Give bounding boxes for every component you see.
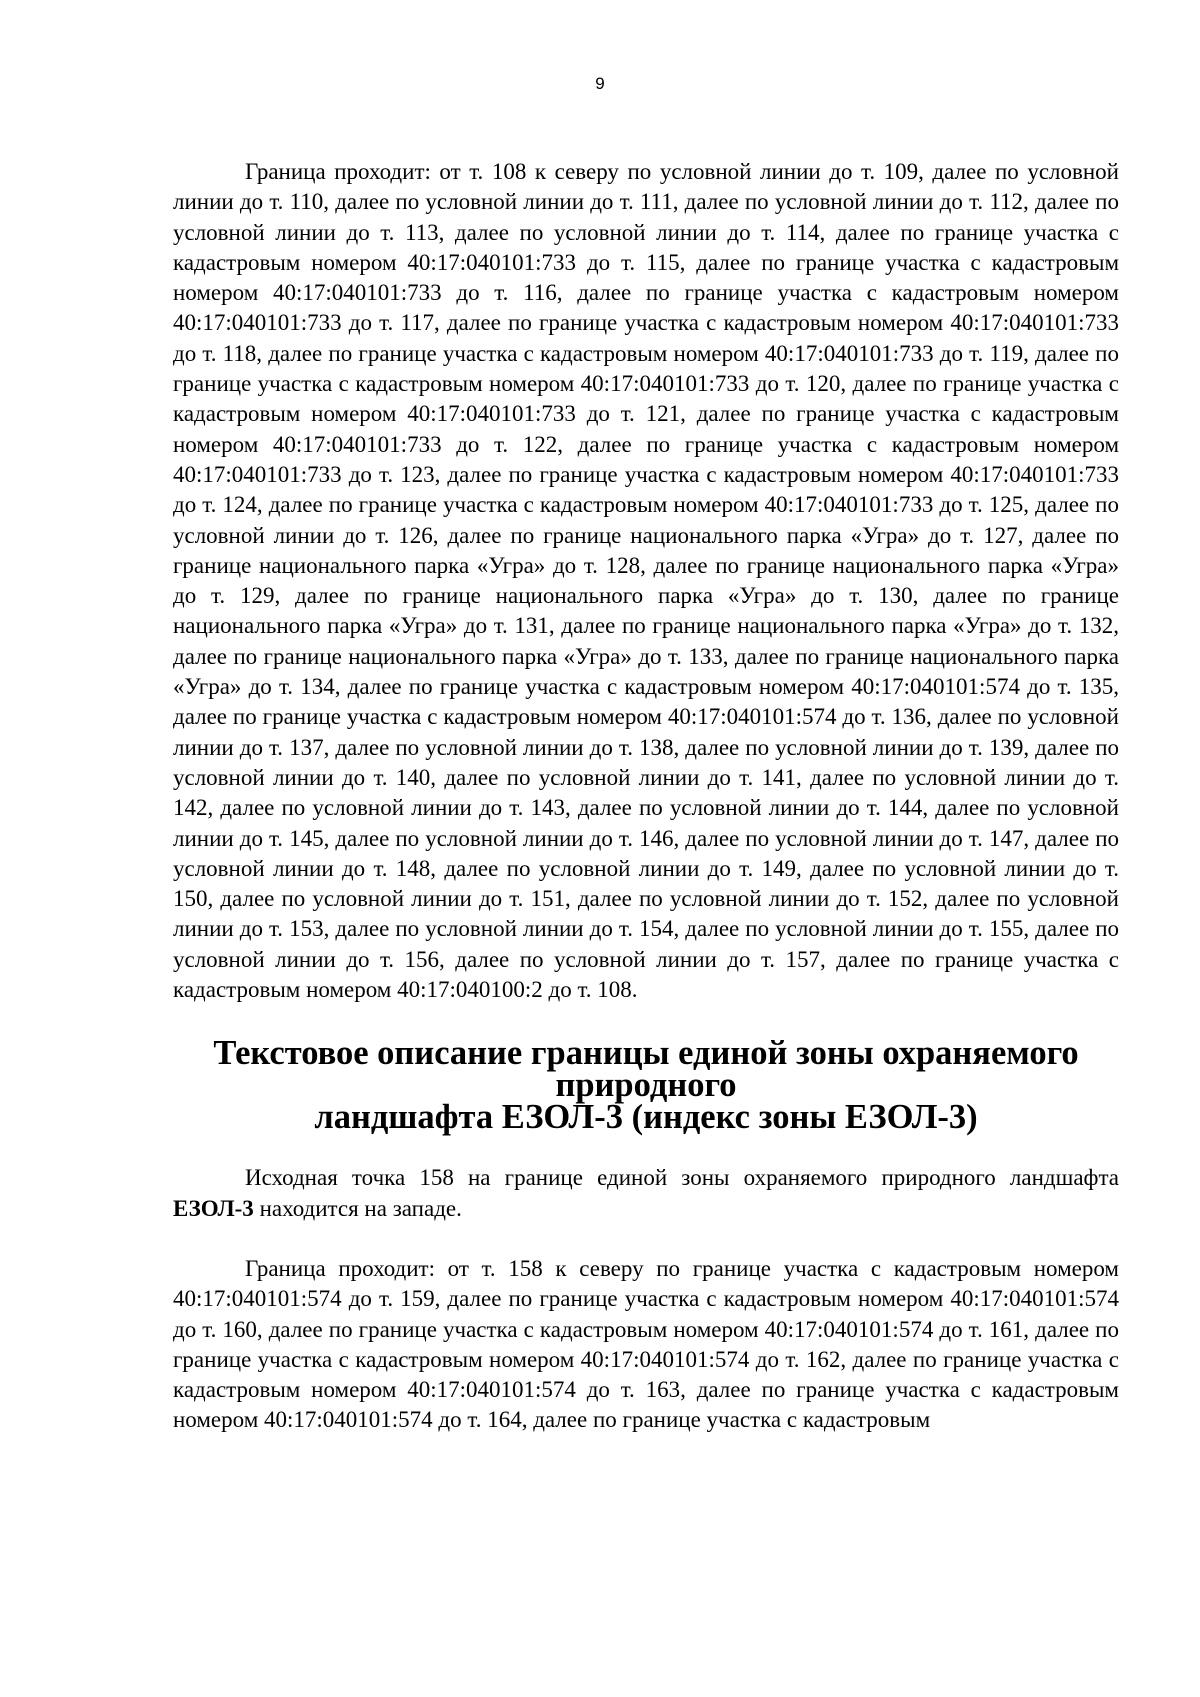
section-heading-line-1: Текстовое описание границы единой зоны охраняемого природного — [213, 1034, 1079, 1105]
starting-point-paragraph — [173, 1163, 1119, 1224]
section-heading-line-2: ландшафта ЕЗОЛ-3 (индекс зоны ЕЗОЛ-3) — [314, 1098, 978, 1137]
starting-point-text-before: Исходная точка 158 на границе единой зоны охраняемого природного ландшафта — [245, 1165, 1119, 1191]
page-number: 9 — [595, 74, 605, 93]
boundary-description-ezol-3: Граница проходит: от т. 158 к северу по границе участка с кадастровым номером 40:17:040101:574 до т. 159, далее по границе участка с кадастровым номером 40:17:040101:574 до т. 160, далее по границе участка с кадастровым номером 40:17:040101:574 до т. 161, далее по границе участка с кадастровым номером 40:17:040101:574 до т. 162, далее по границе участка с кадастровым номером 40:17:040101:574 до т. 163, далее по границе участка с кадастровым номером 40:17:040101:574 до т. 164, далее по границе участка с кадастровым — [173, 1255, 1119, 1433]
document-body — [173, 157, 1119, 1436]
boundary-description-ezol-2-end: Граница проходит: от т. 108 к северу по условной линии до т. 109, далее по условной линии до т. 110, далее по условной линии до т. 111, далее по условной линии до т. 112, далее по условной линии до т. 113, далее по условной линии до т. 114, далее по границе участка с кадастровым номером 40:17:040101:733 до т. 115, далее по границе участка с кадастровым номером 40:17:040101:733 до т. 116, далее по границе участка с кадастровым номером 40:17:040101:733 до т. 117, далее по границе участка с кадастровым номером 40:17:040101:733 до т. 118, далее по границе участка с кадастровым номером 40:17:040101:733 до т. 119, далее по границе участка с кадастровым номером 40:17:040101:733 до т. 120, далее по границе участка с кадастровым номером 40:17:040101:733 до т. 121, далее по границе участка с кадастровым номером 40:17:040101:733 до т. 122, далее по границе участка с кадастровым номером 40:17:040101:733 до т. 123, далее по границе участка с кадастровым номером 40:17:040101:733 до т. 124, далее по границе участка с кадастровым номером 40:17:040101:733 до т. 125, далее по условной линии до т. 126, далее по границе национального парка «Угра» до т. 127, далее по границе национального парка «Угра» до т. 128, далее по границе национального парка «Угра» до т. 129, далее по границе национального парка «Угра» до т. 130, далее по границе национального парка «Угра» до т. 131, далее по границе национального парка «Угра» до т. 132, далее по границе национального парка «Угра» до т. 133, далее по границе национального парка «Угра» до т. 134, далее по границе участка с кадастровым номером 40:17:040101:574 до т. 135, далее по границе участка с кадастровым номером 40:17:040101:574 до т. 136, далее по условной линии до т. 137, далее по условной линии до т. 138, далее по условной линии до т. 139, далее по условной линии до т. 140, далее по условной линии до т. 141, далее по условной линии до т. 142, далее по условной линии до т. 143, далее по условной линии до т. 144, далее по условной линии до т. 145, далее по условной линии до т. 146, далее по условной линии до т. 147, далее по условной линии до т. 148, далее по условной линии до т. 149, далее по условной линии до т. 150, далее по условной линии до т. 151, далее по условной линии до т. 152, далее по условной линии до т. 153, далее по условной линии до т. 154, далее по условной линии до т. 155, далее по условной линии до т. 156, далее по условной линии до т. 157, далее по границе участка с кадастровым номером 40:17:040100:2 до т. 108. — [173, 159, 1119, 1003]
zone-code-bold: ЕЗОЛ-3 — [173, 1195, 254, 1221]
starting-point-text-after: находится на западе. — [253, 1195, 462, 1221]
section-heading-ezol-3 — [173, 1034, 1119, 1137]
